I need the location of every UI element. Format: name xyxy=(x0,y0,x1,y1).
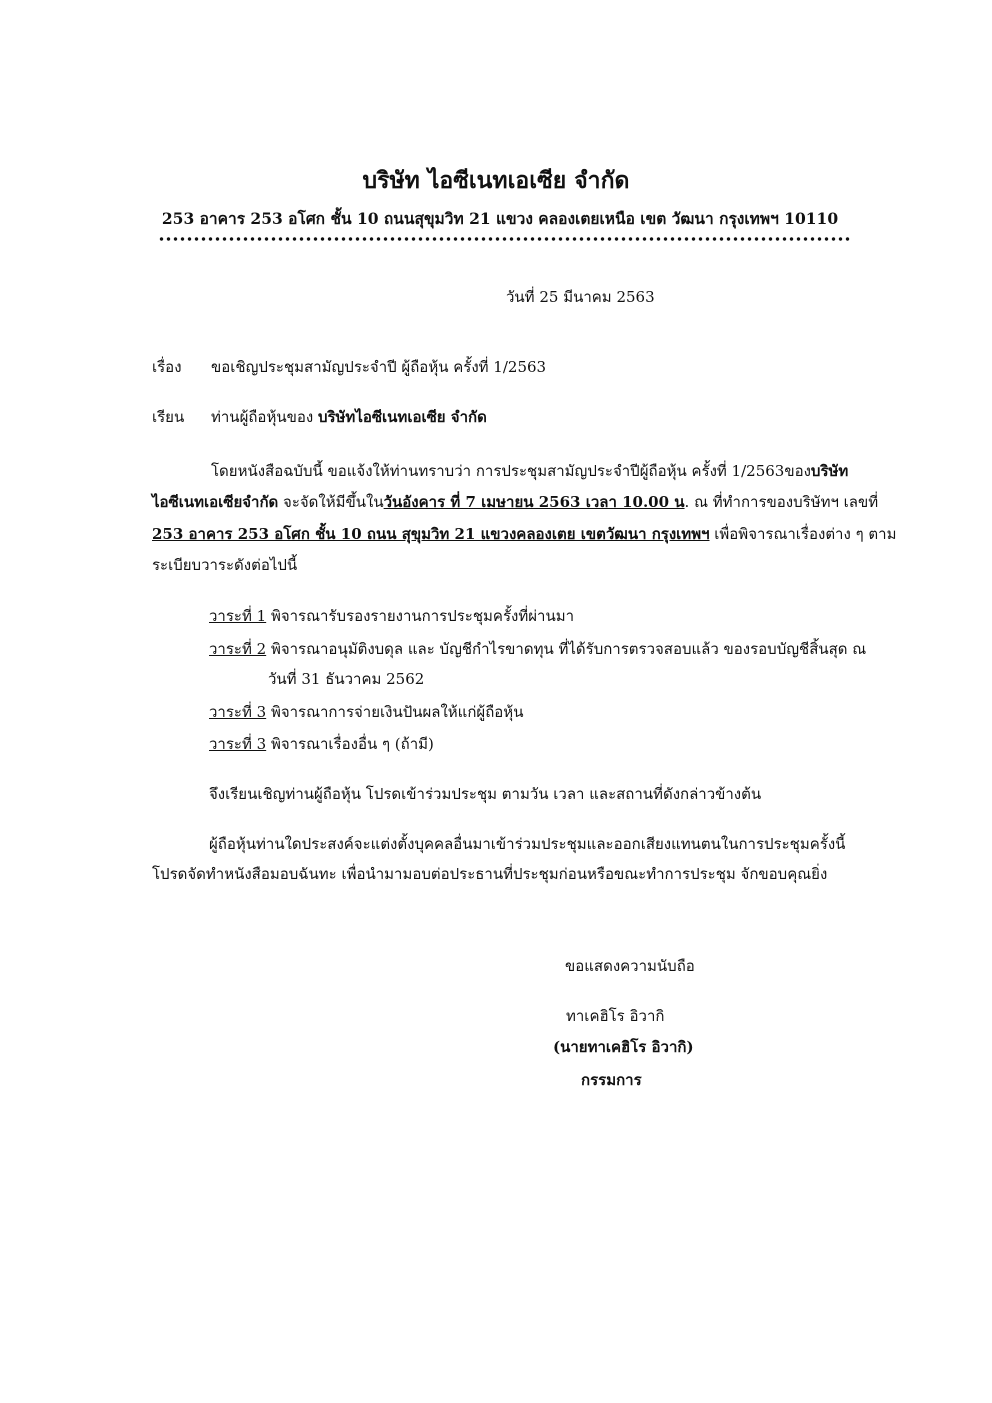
agenda-item-label: วาระที่ 2 xyxy=(209,640,267,658)
letter-date: วันที่ 25 มีนาคม 2563 xyxy=(506,288,655,306)
body-line-2 xyxy=(152,490,878,514)
proxy-line-1: ผู้ถือหุ้นท่านใดประสงค์จะแต่งตั้งบุคคลอื่นมาเข้าร่วมประชุมและออกเสียงแทนตนในการประชุมครั้งนี้ xyxy=(209,835,846,853)
dotted-divider xyxy=(158,236,852,242)
agenda-item-2-continued: วันที่ 31 ธันวาคม 2562 xyxy=(268,670,425,688)
signatory-name: (นายทาเคฮิโร อิวากิ) xyxy=(553,1038,694,1056)
body-line-2-text: จะจัดให้มีขึ้นใน xyxy=(278,493,384,511)
agenda-item-label: วาระที่ 1 xyxy=(209,607,267,625)
body-line-3-tail: เพื่อพิจารณาเรื่องต่าง ๆ ตาม xyxy=(709,525,897,543)
body-line-3 xyxy=(152,522,896,546)
invitation-text: จึงเรียนเชิญท่านผู้ถือหุ้น โปรดเข้าร่วมประชุม ตามวัน เวลา และสถานที่ดังกล่าวข้างต้น xyxy=(209,785,762,803)
agenda-item-label: วาระที่ 3 xyxy=(209,703,267,721)
agenda-item-2 xyxy=(209,637,866,661)
body-line-1-company: บริษัท xyxy=(810,462,849,480)
agenda-item-1 xyxy=(209,604,574,628)
meeting-datetime: วันอังคาร ที่ 7 เมษายน 2563 เวลา 10.00 น xyxy=(383,493,685,511)
company-address: 253 อาคาร 253 อโศก ชั้น 10 ถนนสุขุมวิท 21 แขวง คลองเตยเหนือ เขต วัฒนา กรุงเทพฯ 10110 xyxy=(161,209,839,228)
agenda-item-text: พิจารณาการจ่ายเงินปันผลให้แก่ผู้ถือหุ้น xyxy=(266,703,524,721)
body-line-1-text: โดยหนังสือฉบับนี้ ขอแจ้งให้ท่านทราบว่า การประชุมสามัญประจำปีผู้ถือหุ้น ครั้งที่ 1/2563ของ xyxy=(211,462,811,480)
agenda-item-4 xyxy=(209,732,434,756)
meeting-venue: 253 อาคาร 253 อโศก ชั้น 10 ถนน สุขุมวิท 21 แขวงคลองเตย เขตวัฒนา กรุงเทพฯ xyxy=(152,525,710,543)
agenda-item-text: พิจารณาอนุมัติงบดุล และ บัญชีกำไรขาดทุน ที่ได้รับการตรวจสอบแล้ว ของรอบบัญชีสิ้นสุด ณ xyxy=(266,640,867,658)
proxy-line-2: โปรดจัดทำหนังสือมอบฉันทะ เพื่อนำมามอบต่อประธานที่ประชุมก่อนหรือขณะทำการประชุม จักขอบคุณยิ่ง xyxy=(152,865,828,883)
closing-regards: ขอแสดงความนับถือ xyxy=(565,957,695,975)
recipient-line xyxy=(211,405,487,429)
agenda-item-3 xyxy=(209,700,523,724)
signature: ทาเคฮิโร อิวากิ xyxy=(566,1007,665,1025)
signatory-title: กรรมการ xyxy=(581,1071,642,1089)
recipient-label: เรียน xyxy=(152,408,185,426)
agenda-item-text: พิจารณาเรื่องอื่น ๆ (ถ้ามี) xyxy=(266,735,434,753)
body-line-2-tail: . ณ ที่ทำการของบริษัทฯ เลขที่ xyxy=(684,493,879,511)
agenda-item-label: วาระที่ 3 xyxy=(209,735,267,753)
recipient-company: บริษัทไอซีเนทเอเซีย จำกัด xyxy=(317,408,487,426)
body-line-4: ระเบียบวาระดังต่อไปนี้ xyxy=(152,556,298,574)
body-line-1 xyxy=(211,459,848,483)
company-name: บริษัท ไอซีเนทเอเซีย จำกัด xyxy=(362,167,630,194)
body-line-2-company: ไอซีเนทเอเซียจำกัด xyxy=(152,493,279,511)
subject-text: ขอเชิญประชุมสามัญประจำปี ผู้ถือหุ้น ครั้งที่ 1/2563 xyxy=(211,358,547,376)
subject-label: เรื่อง xyxy=(152,358,182,376)
agenda-item-text: พิจารณารับรองรายงานการประชุมครั้งที่ผ่านมา xyxy=(266,607,575,625)
recipient-text: ท่านผู้ถือหุ้นของ xyxy=(211,408,314,426)
